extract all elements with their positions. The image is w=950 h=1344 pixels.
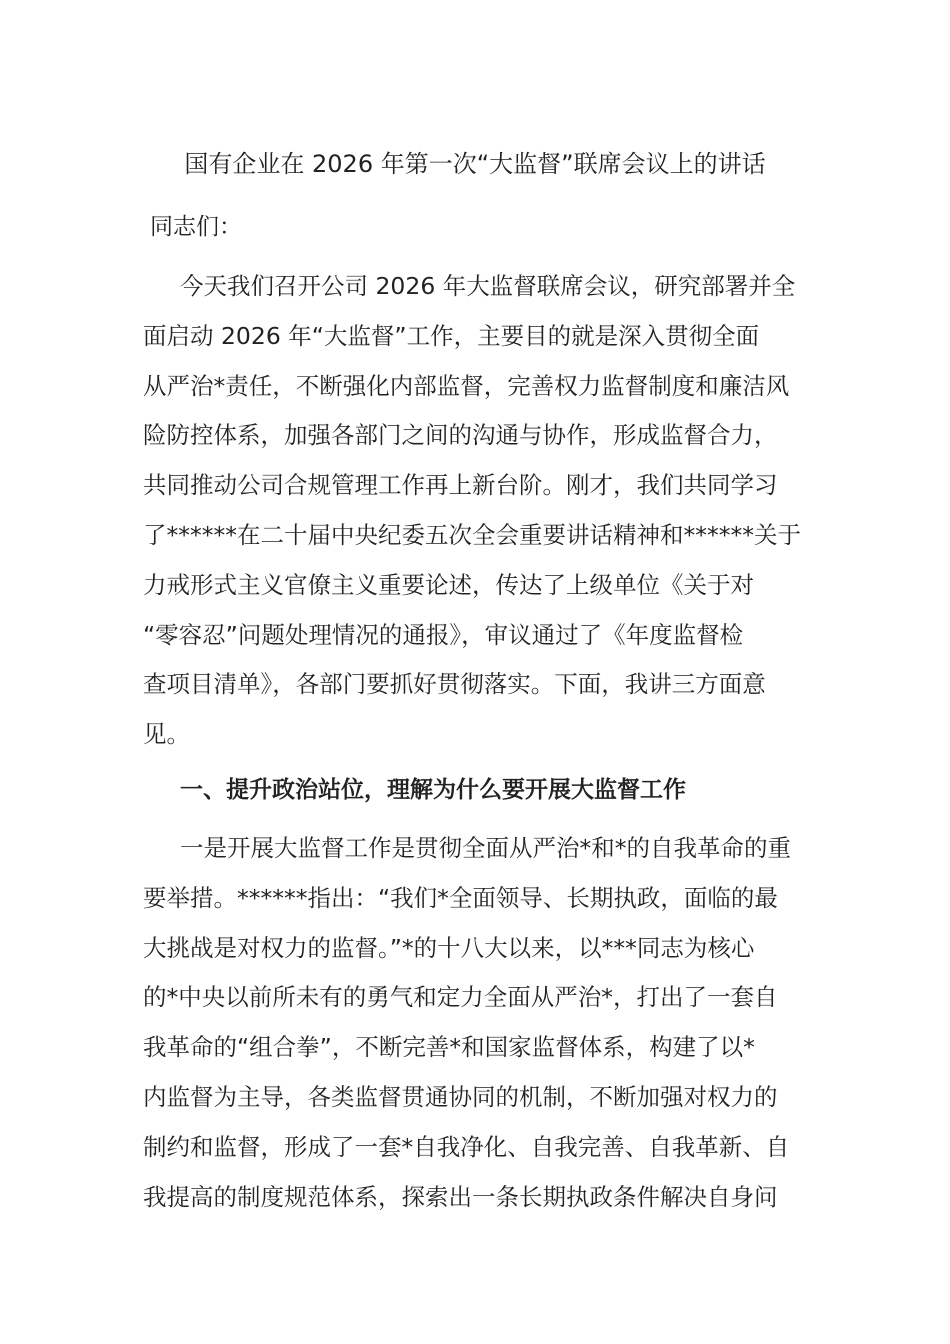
paragraph-line: 查项目清单》，各部门要抓好贯彻落实。下面，我讲三方面意 — [143, 670, 766, 699]
paragraph-line: 制约和监督，形成了一套*自我净化、自我完善、自我革新、自 — [143, 1132, 790, 1161]
paragraph-line: 共同推动公司合规管理工作再上新台阶。刚才，我们共同学习 — [143, 471, 778, 500]
paragraph-line: 的*中央以前所未有的勇气和定力全面从严治*，打出了一套自 — [143, 983, 778, 1012]
paragraph-line: 内监督为主导，各类监督贯通协同的机制，不断加强对权力的 — [143, 1082, 778, 1111]
paragraph-line: 面启动 2026 年“大监督”工作，主要目的就是深入贯彻全面 — [143, 321, 760, 350]
paragraph-line: 大挑战是对权力的监督。”*的十八大以来，以***同志为核心 — [143, 933, 755, 962]
section-heading: 一、提升政治站位，理解为什么要开展大监督工作 — [180, 777, 686, 803]
paragraph-line: 险防控体系，加强各部门之间的沟通与协作，形成监督合力， — [143, 421, 778, 450]
paragraph-line: 我革命的“组合拳”，不断完善*和国家监督体系，构建了以* — [143, 1033, 755, 1062]
paragraph-line: 今天我们召开公司 2026 年大监督联席会议，研究部署并全 — [180, 272, 796, 300]
document-title: 国有企业在 2026 年第一次“大监督”联席会议上的讲话 — [184, 150, 766, 178]
paragraph-line: 从严治*责任，不断强化内部监督，完善权力监督制度和廉洁风 — [143, 371, 790, 400]
paragraph-line: 一是开展大监督工作是贯彻全面从严治*和*的自我革命的重 — [180, 834, 791, 862]
paragraph-line: 我提高的制度规范体系，探索出一条长期执政条件解决自身问 — [143, 1182, 778, 1211]
paragraph-line: 见。 — [143, 720, 190, 749]
paragraph-line: 了******在二十届中央纪委五次全会重要讲话精神和******关于 — [143, 520, 801, 549]
paragraph-line: “零容忍”问题处理情况的通报》，审议通过了《年度监督检 — [143, 620, 744, 649]
paragraph-line: 要举措。******指出：“我们*全面领导、长期执政，面临的最 — [143, 883, 778, 912]
paragraph-section1 — [143, 824, 807, 1222]
salutation: 同志们： — [150, 214, 242, 240]
paragraph-opening — [143, 262, 807, 760]
paragraph-line: 力戒形式主义官僚主义重要论述，传达了上级单位《关于对 — [143, 570, 754, 599]
